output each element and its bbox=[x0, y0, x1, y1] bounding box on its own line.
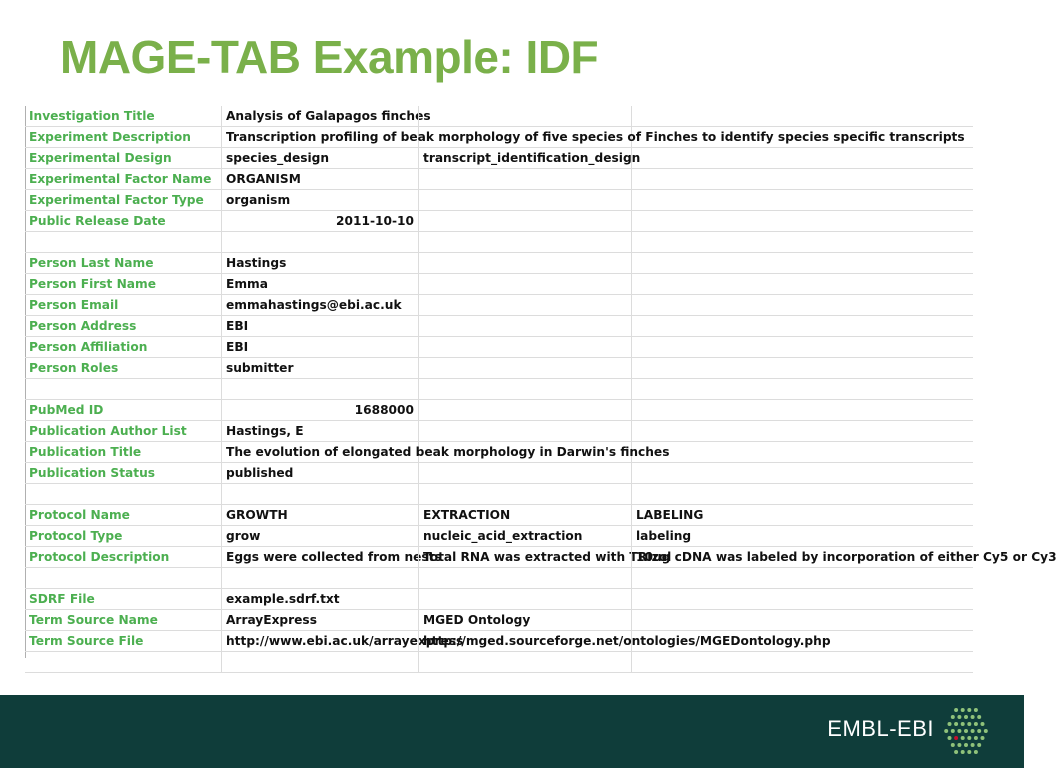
table-row bbox=[25, 652, 973, 673]
table-row bbox=[25, 505, 973, 526]
cell-value-1: ArrayExpress bbox=[221, 610, 418, 630]
logo-dot bbox=[967, 708, 971, 712]
cell-value-2 bbox=[418, 295, 631, 315]
cell-value-2 bbox=[418, 169, 631, 189]
cell-value-3 bbox=[631, 169, 973, 189]
table-row bbox=[25, 169, 973, 190]
cell-value-1: Hastings bbox=[221, 253, 418, 273]
cell-value-1: Emma bbox=[221, 274, 418, 294]
cell-value-2 bbox=[418, 337, 631, 357]
cell-value-3 bbox=[631, 190, 973, 210]
cell-value-2: http://mged.sourceforge.net/ontologies/MGEDontology.php bbox=[418, 631, 835, 651]
cell-value-2: EXTRACTION bbox=[418, 505, 631, 525]
cell-value-3 bbox=[631, 106, 973, 126]
logo-dot bbox=[957, 729, 961, 733]
cell-value-1: EBI bbox=[221, 337, 418, 357]
cell-value-2: Total RNA was extracted with TRIzol bbox=[418, 547, 631, 567]
table-row bbox=[25, 106, 973, 127]
cell-value-2 bbox=[418, 316, 631, 336]
logo-dot bbox=[954, 750, 958, 754]
cell-value-1 bbox=[221, 568, 418, 588]
cell-value-1: 2011-10-10 bbox=[221, 211, 418, 231]
cell-value-3 bbox=[631, 400, 973, 420]
cell-value-3 bbox=[631, 484, 973, 504]
logo-dot bbox=[974, 750, 978, 754]
brand-name: EMBL-EBI bbox=[827, 716, 934, 741]
logo-dot bbox=[967, 750, 971, 754]
cell-value-3 bbox=[631, 337, 973, 357]
cell-value-3: LABELING bbox=[631, 505, 973, 525]
logo-accent-dot bbox=[954, 736, 958, 740]
cell-value-3 bbox=[631, 253, 973, 273]
cell-value-2: nucleic_acid_extraction bbox=[418, 526, 631, 546]
cell-value-1: GROWTH bbox=[221, 505, 418, 525]
embl-ebi-logo-icon bbox=[942, 706, 990, 756]
table-row bbox=[25, 148, 973, 169]
logo-dot bbox=[974, 708, 978, 712]
cell-value-1: Transcription profiling of beak morphology of five species of Finches to identify species specific transcripts bbox=[221, 127, 969, 147]
cell-value-3 bbox=[631, 358, 973, 378]
table-row bbox=[25, 484, 973, 505]
cell-value-1: species_design bbox=[221, 148, 418, 168]
row-label bbox=[25, 484, 221, 504]
cell-value-1: emmahastings@ebi.ac.uk bbox=[221, 295, 418, 315]
logo-dot bbox=[951, 715, 955, 719]
cell-value-2 bbox=[418, 274, 631, 294]
table-row bbox=[25, 379, 973, 400]
row-label: Investigation Title bbox=[29, 109, 155, 123]
cell-value-2 bbox=[418, 589, 631, 609]
row-label: Person Affiliation bbox=[29, 340, 148, 354]
logo-dot bbox=[961, 722, 965, 726]
cell-value-1 bbox=[221, 379, 418, 399]
cell-value-3 bbox=[631, 421, 973, 441]
logo-dot bbox=[954, 722, 958, 726]
table-row bbox=[25, 526, 973, 547]
cell-value-1: 1688000 bbox=[221, 400, 418, 420]
logo-dot bbox=[964, 715, 968, 719]
table-row bbox=[25, 421, 973, 442]
cell-value-3 bbox=[631, 211, 973, 231]
row-label: Experimental Design bbox=[29, 151, 172, 165]
cell-value-2 bbox=[418, 106, 631, 126]
row-label: PubMed ID bbox=[29, 403, 104, 417]
logo-dot bbox=[964, 743, 968, 747]
row-label: Person Address bbox=[29, 319, 137, 333]
cell-value-2 bbox=[418, 652, 631, 672]
logo-dot bbox=[981, 736, 985, 740]
table-row bbox=[25, 442, 973, 463]
logo-dot bbox=[981, 722, 985, 726]
row-label: Experiment Description bbox=[29, 130, 191, 144]
table-row bbox=[25, 211, 973, 232]
cell-value-3 bbox=[631, 610, 973, 630]
cell-value-3 bbox=[631, 463, 973, 483]
logo-dot bbox=[961, 750, 965, 754]
cell-value-2 bbox=[418, 232, 631, 252]
logo-dot bbox=[957, 715, 961, 719]
logo-dot bbox=[954, 708, 958, 712]
logo-dot bbox=[974, 722, 978, 726]
logo-dot bbox=[977, 743, 981, 747]
cell-value-2 bbox=[418, 484, 631, 504]
logo-dot bbox=[964, 729, 968, 733]
cell-value-1: Eggs were collected from nests bbox=[221, 547, 418, 567]
table-row bbox=[25, 547, 1057, 568]
logo-dot bbox=[971, 715, 975, 719]
slide-title: MAGE-TAB Example: IDF bbox=[60, 31, 599, 83]
cell-value-2: transcript_identification_design bbox=[418, 148, 631, 168]
cell-value-2 bbox=[418, 190, 631, 210]
table-row bbox=[25, 316, 973, 337]
cell-value-3 bbox=[631, 568, 973, 588]
row-label: Experimental Factor Name bbox=[29, 172, 212, 186]
footer-bar bbox=[0, 695, 1024, 768]
cell-value-1: grow bbox=[221, 526, 418, 546]
row-label: SDRF File bbox=[29, 592, 95, 606]
row-label: Term Source Name bbox=[29, 613, 158, 627]
logo-dot bbox=[944, 729, 948, 733]
cell-value-2 bbox=[418, 358, 631, 378]
cell-value-1: submitter bbox=[221, 358, 418, 378]
cell-value-3: labeling bbox=[631, 526, 973, 546]
table-row bbox=[25, 232, 973, 253]
cell-value-1: organism bbox=[221, 190, 418, 210]
spreadsheet bbox=[25, 106, 1057, 658]
cell-value-3 bbox=[631, 589, 973, 609]
cell-value-3 bbox=[631, 148, 973, 168]
logo-dot bbox=[948, 722, 952, 726]
cell-value-1: Analysis of Galapagos finches bbox=[221, 106, 418, 126]
table-row bbox=[25, 127, 973, 148]
table-row bbox=[25, 253, 973, 274]
cell-value-1 bbox=[221, 232, 418, 252]
cell-value-3 bbox=[631, 295, 973, 315]
row-label bbox=[25, 232, 221, 252]
table-row bbox=[25, 400, 973, 421]
row-label: Publication Title bbox=[29, 445, 142, 459]
table-row bbox=[25, 295, 973, 316]
row-label: Public Release Date bbox=[29, 214, 166, 228]
row-label: Term Source File bbox=[29, 634, 144, 648]
cell-value-3 bbox=[631, 442, 973, 462]
table-row bbox=[25, 190, 973, 211]
table-row bbox=[25, 568, 973, 589]
cell-value-2 bbox=[418, 400, 631, 420]
table-row bbox=[25, 463, 973, 484]
table-row bbox=[25, 589, 973, 610]
row-label: Protocol Type bbox=[29, 529, 123, 543]
logo-dot bbox=[961, 736, 965, 740]
cell-value-2 bbox=[418, 463, 631, 483]
row-label: Person Email bbox=[29, 298, 119, 312]
cell-value-2: MGED Ontology bbox=[418, 610, 631, 630]
cell-value-3 bbox=[631, 232, 973, 252]
cell-value-3 bbox=[631, 274, 973, 294]
logo-dot bbox=[984, 729, 988, 733]
cell-value-1 bbox=[221, 652, 418, 672]
row-label bbox=[25, 379, 221, 399]
table-row bbox=[25, 337, 973, 358]
logo-dot bbox=[948, 736, 952, 740]
cell-value-2 bbox=[418, 421, 631, 441]
cell-value-1: http://www.ebi.ac.uk/arrayexpress bbox=[221, 631, 418, 651]
row-label: Person Roles bbox=[29, 361, 119, 375]
cell-value-3 bbox=[631, 652, 973, 672]
idf-table bbox=[25, 106, 1057, 673]
logo-dot bbox=[951, 729, 955, 733]
cell-value-3 bbox=[631, 316, 973, 336]
row-label bbox=[25, 568, 221, 588]
row-label: Protocol Name bbox=[29, 508, 130, 522]
cell-value-1: Hastings, E bbox=[221, 421, 418, 441]
cell-value-1: example.sdrf.txt bbox=[221, 589, 418, 609]
row-label: Person Last Name bbox=[29, 256, 154, 270]
row-label: Person First Name bbox=[29, 277, 156, 291]
row-label bbox=[25, 652, 221, 672]
logo-dot bbox=[967, 722, 971, 726]
cell-value-3 bbox=[631, 379, 973, 399]
table-row bbox=[25, 274, 973, 295]
cell-value-2 bbox=[418, 211, 631, 231]
logo-dot bbox=[977, 729, 981, 733]
row-label: Experimental Factor Type bbox=[29, 193, 204, 207]
logo-dot bbox=[961, 708, 965, 712]
cell-value-1 bbox=[221, 484, 418, 504]
cell-value-1: The evolution of elongated beak morphology in Darwin's finches bbox=[221, 442, 673, 462]
table-row bbox=[25, 631, 973, 652]
cell-value-2 bbox=[418, 253, 631, 273]
row-label: Protocol Description bbox=[29, 550, 170, 564]
logo-dot bbox=[951, 743, 955, 747]
logo-dot bbox=[971, 743, 975, 747]
cell-value-1: published bbox=[221, 463, 418, 483]
row-label: Publication Status bbox=[29, 466, 156, 480]
cell-value-1: ORGANISM bbox=[221, 169, 418, 189]
cell-value-1: EBI bbox=[221, 316, 418, 336]
cell-value-2 bbox=[418, 379, 631, 399]
logo-dot bbox=[977, 715, 981, 719]
table-row bbox=[25, 358, 973, 379]
logo-dot bbox=[971, 729, 975, 733]
logo-dot bbox=[957, 743, 961, 747]
cell-value-2 bbox=[418, 568, 631, 588]
cell-value-3: 10ug cDNA was labeled by incorporation of either Cy5 or Cy3 bbox=[631, 547, 973, 567]
row-label: Publication Author List bbox=[29, 424, 187, 438]
logo-dot bbox=[967, 736, 971, 740]
logo-dot bbox=[974, 736, 978, 740]
table-row bbox=[25, 610, 973, 631]
